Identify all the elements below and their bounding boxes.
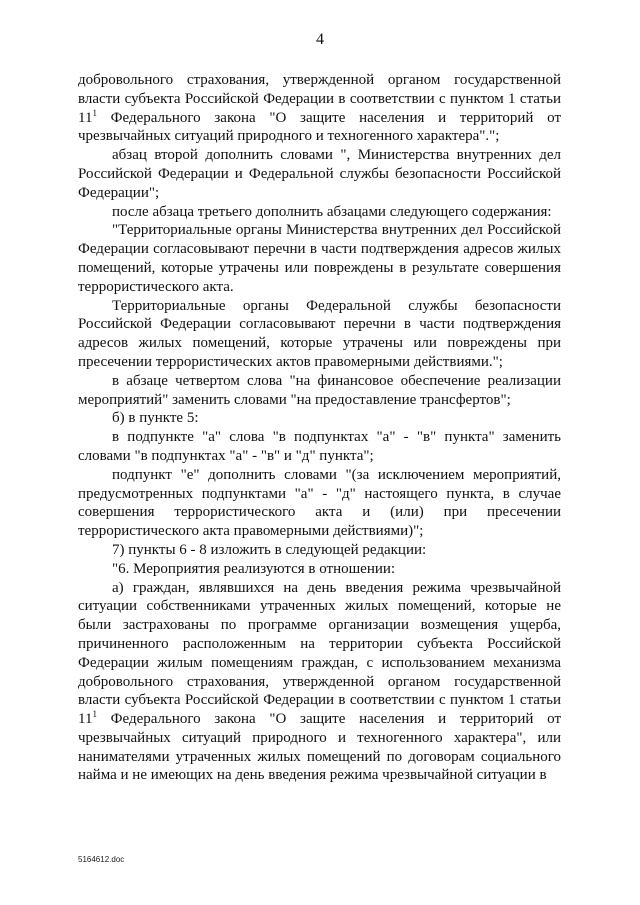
paragraph: после абзаца третьего дополнить абзацами следующего содержания: (112, 203, 552, 220)
paragraph: 7) пункты 6 - 8 изложить в следующей редакции: (112, 541, 427, 558)
paragraph: "6. Мероприятия реализуются в отношении: (112, 560, 396, 577)
paragraph: в абзаце четвертом слова "на финансовое обеспечение реализации мероприятий" заменить словами "на предоставление трансфертов"; (78, 372, 561, 408)
paragraph: абзац второй дополнить словами ", Министерства внутренних дел Российской Федерации и Федеральной службы безопасности Российской Федерации"; (78, 147, 561, 201)
superscript-one: 1 (92, 709, 97, 720)
paragraph: в подпункте "а" слова "в подпунктах "а" - "в" пункта" заменить словами "в подпунктах "а" - "в" и "д" пункта"; (78, 429, 561, 464)
paragraph: Территориальные органы Федеральной службы безопасности Российской Федерации согласовывают перечни в части подтверждения адресов жилых помещений, которые утрачены или повреждены при пресечении террористических актов правомерными действиями."; (78, 297, 561, 370)
paragraph: б) в пункте 5: (112, 410, 199, 427)
document-filename: 5164612.doc (78, 855, 125, 864)
paragraph: "Территориальные органы Министерства внутренних дел Российской Федерации согласовывают перечни в части подтверждения адресов жилых помещений, которые утрачены или повреждены в результате совершения террористического акта. (78, 222, 561, 295)
paragraph: добровольного страхования, утвержденной органом государственной власти субъекта Российской Федерации в соответствии с пунктом 1 статьи $11^1$ Федерального закона "О защите населения и территорий от чрезвычайных ситуаций природного и техногенного характера"."; (78, 72, 561, 145)
paragraph: подпункт "е" дополнить словами "(за исключением мероприятий, предусмотренных подпунктами "а" - "д" настоящего пункта, в случае совершения террористического акта и (или) при пресечении террористического акта правомерными действиями)"; (78, 466, 561, 540)
page-number: 4 (316, 31, 324, 48)
document-body (78, 71, 561, 785)
paragraph: а) граждан, являвшихся на день введения режима чрезвычайной ситуации собственниками утраченных жилых помещений, которые не были застрахованы по программе организации возмещения ущерба, причиненного расположенным на территории субъекта Российской Федерации жилым помещениям граждан, с использованием механизма добровольного страхования, утвержденной органом государственной власти субъекта Российской Федерации в соответствии с пунктом 1 статьи $11^1$ Федерального закона "О защите населения и территорий от чрезвычайных ситуаций природного и техногенного характера", или нанимателями утраченных жилых помещений по договорам социального найма и не имеющих на день введения режима чрезвычайной ситуации в (78, 579, 561, 784)
superscript-one: 1 (92, 107, 97, 118)
